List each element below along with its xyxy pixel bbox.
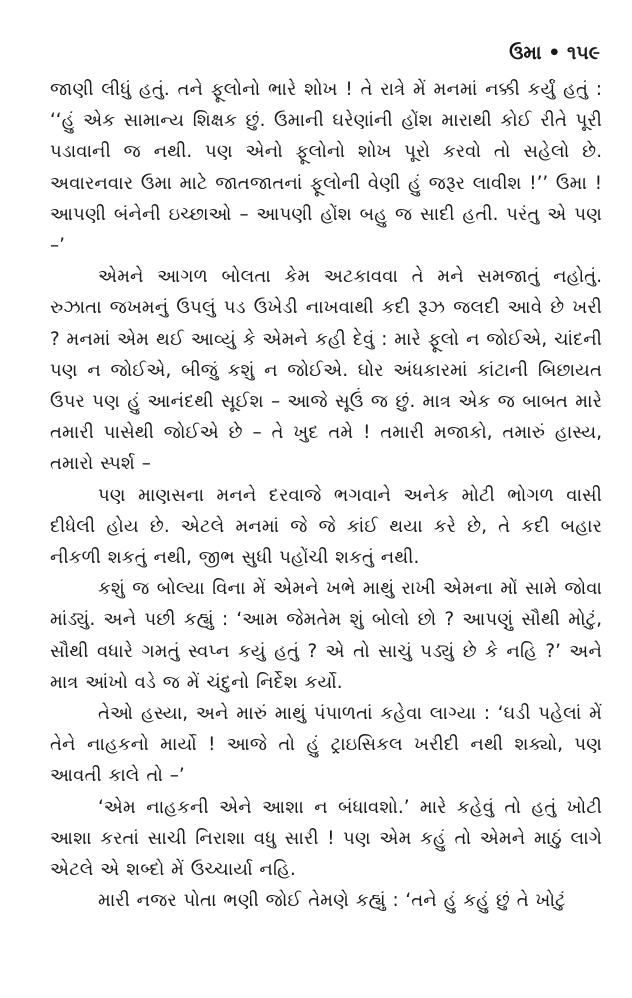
paragraph-6: ‘એમ નાહકની એને આશા ન બંધાવશો.’ મારે કહેવું તો હતું ખોટી આશા કરતાં સાચી નિરાશા વધુ સારી ! પણ એમ કહું તો એમને માઠું લાગે એટલે એ શબ્દો મેં ઉચ્ચાર્યા નહિ. <box>50 796 602 881</box>
paragraph-7: મારી નજર પોતા ભણી જોઈ તેમણે કહ્યું : ‘તને હું કહું છું તે ખોટું <box>98 890 566 912</box>
paragraph-1: જાણી લીધું હતું. તને ફૂલોનો ભારે શોખ ! તે રાત્રે મેં મનમાં નક્કી કર્યું હતું : ‘‘હું એક સામાન્ય શિક્ષક છું. ઉમાની ઘરેણાંની હોંશ મારાથી કોઈ રીતે પૂરી પડાવાની જ નથી. પણ એનો ફૂલોનો શોખ પૂરો કરવો તો સહેલો છે. અવારનવાર ઉમા માટે જાતજાતનાં ફૂલોની વેણી હું જરૂર લાવીશ !’’ ઉમા ! આપણી બંનેની ઇચ્છાઓ – આપણી હોંશ બહુ જ સાદી હતી. પરંતુ એ પણ –’ <box>50 79 602 257</box>
paragraph-3: પણ માણસના મનને દરવાજે ભગવાને અનેક મોટી ભોગળ વાસી દીધેલી હોય છે. એટલે મનમાં જે જે કાંઈ થયા કરે છે, તે કદી બહાર નીકળી શકતું નથી, જીભ સુધી પહોંચી શકતું નથી. <box>50 484 602 569</box>
paragraph-5: તેઓ હસ્યા, અને મારું માથું પંપાળતાં કહેવા લાગ્યા : ‘ઘડી પહેલાં મેં તેને નાહકનો માર્યો ! આજે તો હું ટ્રાઇસિકલ ખરીદી નથી શક્યો, પણ આવતી કાલે તો –’ <box>50 703 602 787</box>
paragraph-4: કશું જ બોલ્યા વિના મેં એમને ખભે માથું રાખી એમના મોં સામે જોવા માંડ્યું. અને પછી કહ્યું : ‘આમ જેમતેમ શું બોલો છો ? આપણું સૌથી મોટું, સૌથી વધારે ગમતું સ્વપ્ન કયું હતું ? એ તો સાચું પડ્યું છે કે નહિ ?’ અને માત્ર આંખો વડે જ મેં ચંદુનો નિર્દેશ કર્યો. <box>50 578 602 693</box>
body-text <box>50 74 602 916</box>
running-head: ઉમા • ૧૫૯ <box>509 42 600 64</box>
paragraph-2: એમને આગળ બોલતા કેમ અટકાવવા તે મને સમજાતું નહોતું. રુઝાતા જખમનું ઉપલું પડ ઉખેડી નાખવાથી કદી રૂઝ જલદી આવે છે ખરી ? મનમાં એમ થઈ આવ્યું કે એમને કહી દેવું : મારે ફૂલો ન જોઈએ, ચાંદની પણ ન જોઈએ, બીજું કશું ન જોઈએ. ઘોર અંધકારમાં કાંટાની બિછાયત ઉપર પણ હું આનંદથી સૂઈશ – આજે સૂઉં જ છું. માત્ર એક જ બાબત મારે તમારી પાસેથી જોઈએ છે – તે ખુદ તમે ! તમારી મજાકો, તમારું હાસ્ય, તમારો સ્પર્શ – <box>50 266 602 475</box>
